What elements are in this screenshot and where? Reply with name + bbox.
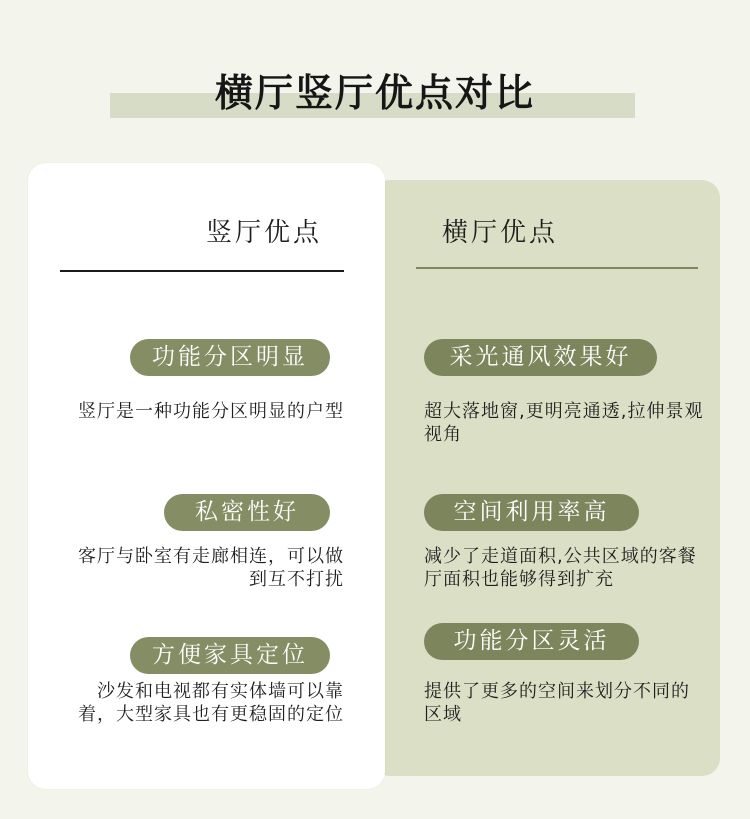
horizontal-hall-divider: [416, 267, 698, 269]
vertical-advantage-desc-2: 客厅与卧室有走廊相连，可以做到互不打扰: [78, 546, 344, 590]
vertical-hall-heading: 竖厅优点: [206, 218, 323, 248]
vertical-hall-divider: [60, 270, 344, 272]
horizontal-advantage-desc-3: 提供了更多的空间来划分不同的区域: [424, 681, 690, 725]
vertical-advantage-desc-3: 沙发和电视都有实体墙可以靠着，大型家具也有更稳固的定位: [78, 681, 344, 725]
page-title: 横厅竖厅优点对比: [214, 71, 535, 115]
vertical-advantage-pill-1: 功能分区明显: [130, 339, 330, 376]
horizontal-advantage-pill-1: 采光通风效果好: [424, 339, 657, 376]
horizontal-hall-heading: 横厅优点: [442, 218, 559, 248]
vertical-advantage-desc-1: 竖厅是一种功能分区明显的户型: [78, 401, 344, 422]
horizontal-advantage-desc-1: 超大落地窗,更明亮通透,拉伸景观视角: [424, 401, 704, 445]
horizontal-advantage-pill-2: 空间利用率高: [424, 494, 639, 531]
horizontal-advantage-pill-3: 功能分区灵活: [424, 623, 639, 660]
vertical-advantage-pill-2: 私密性好: [164, 494, 330, 531]
vertical-advantage-pill-3: 方便家具定位: [130, 637, 330, 674]
horizontal-advantage-desc-2: 减少了走道面积,公共区域的客餐厅面积也能够得到扩充: [424, 546, 697, 590]
